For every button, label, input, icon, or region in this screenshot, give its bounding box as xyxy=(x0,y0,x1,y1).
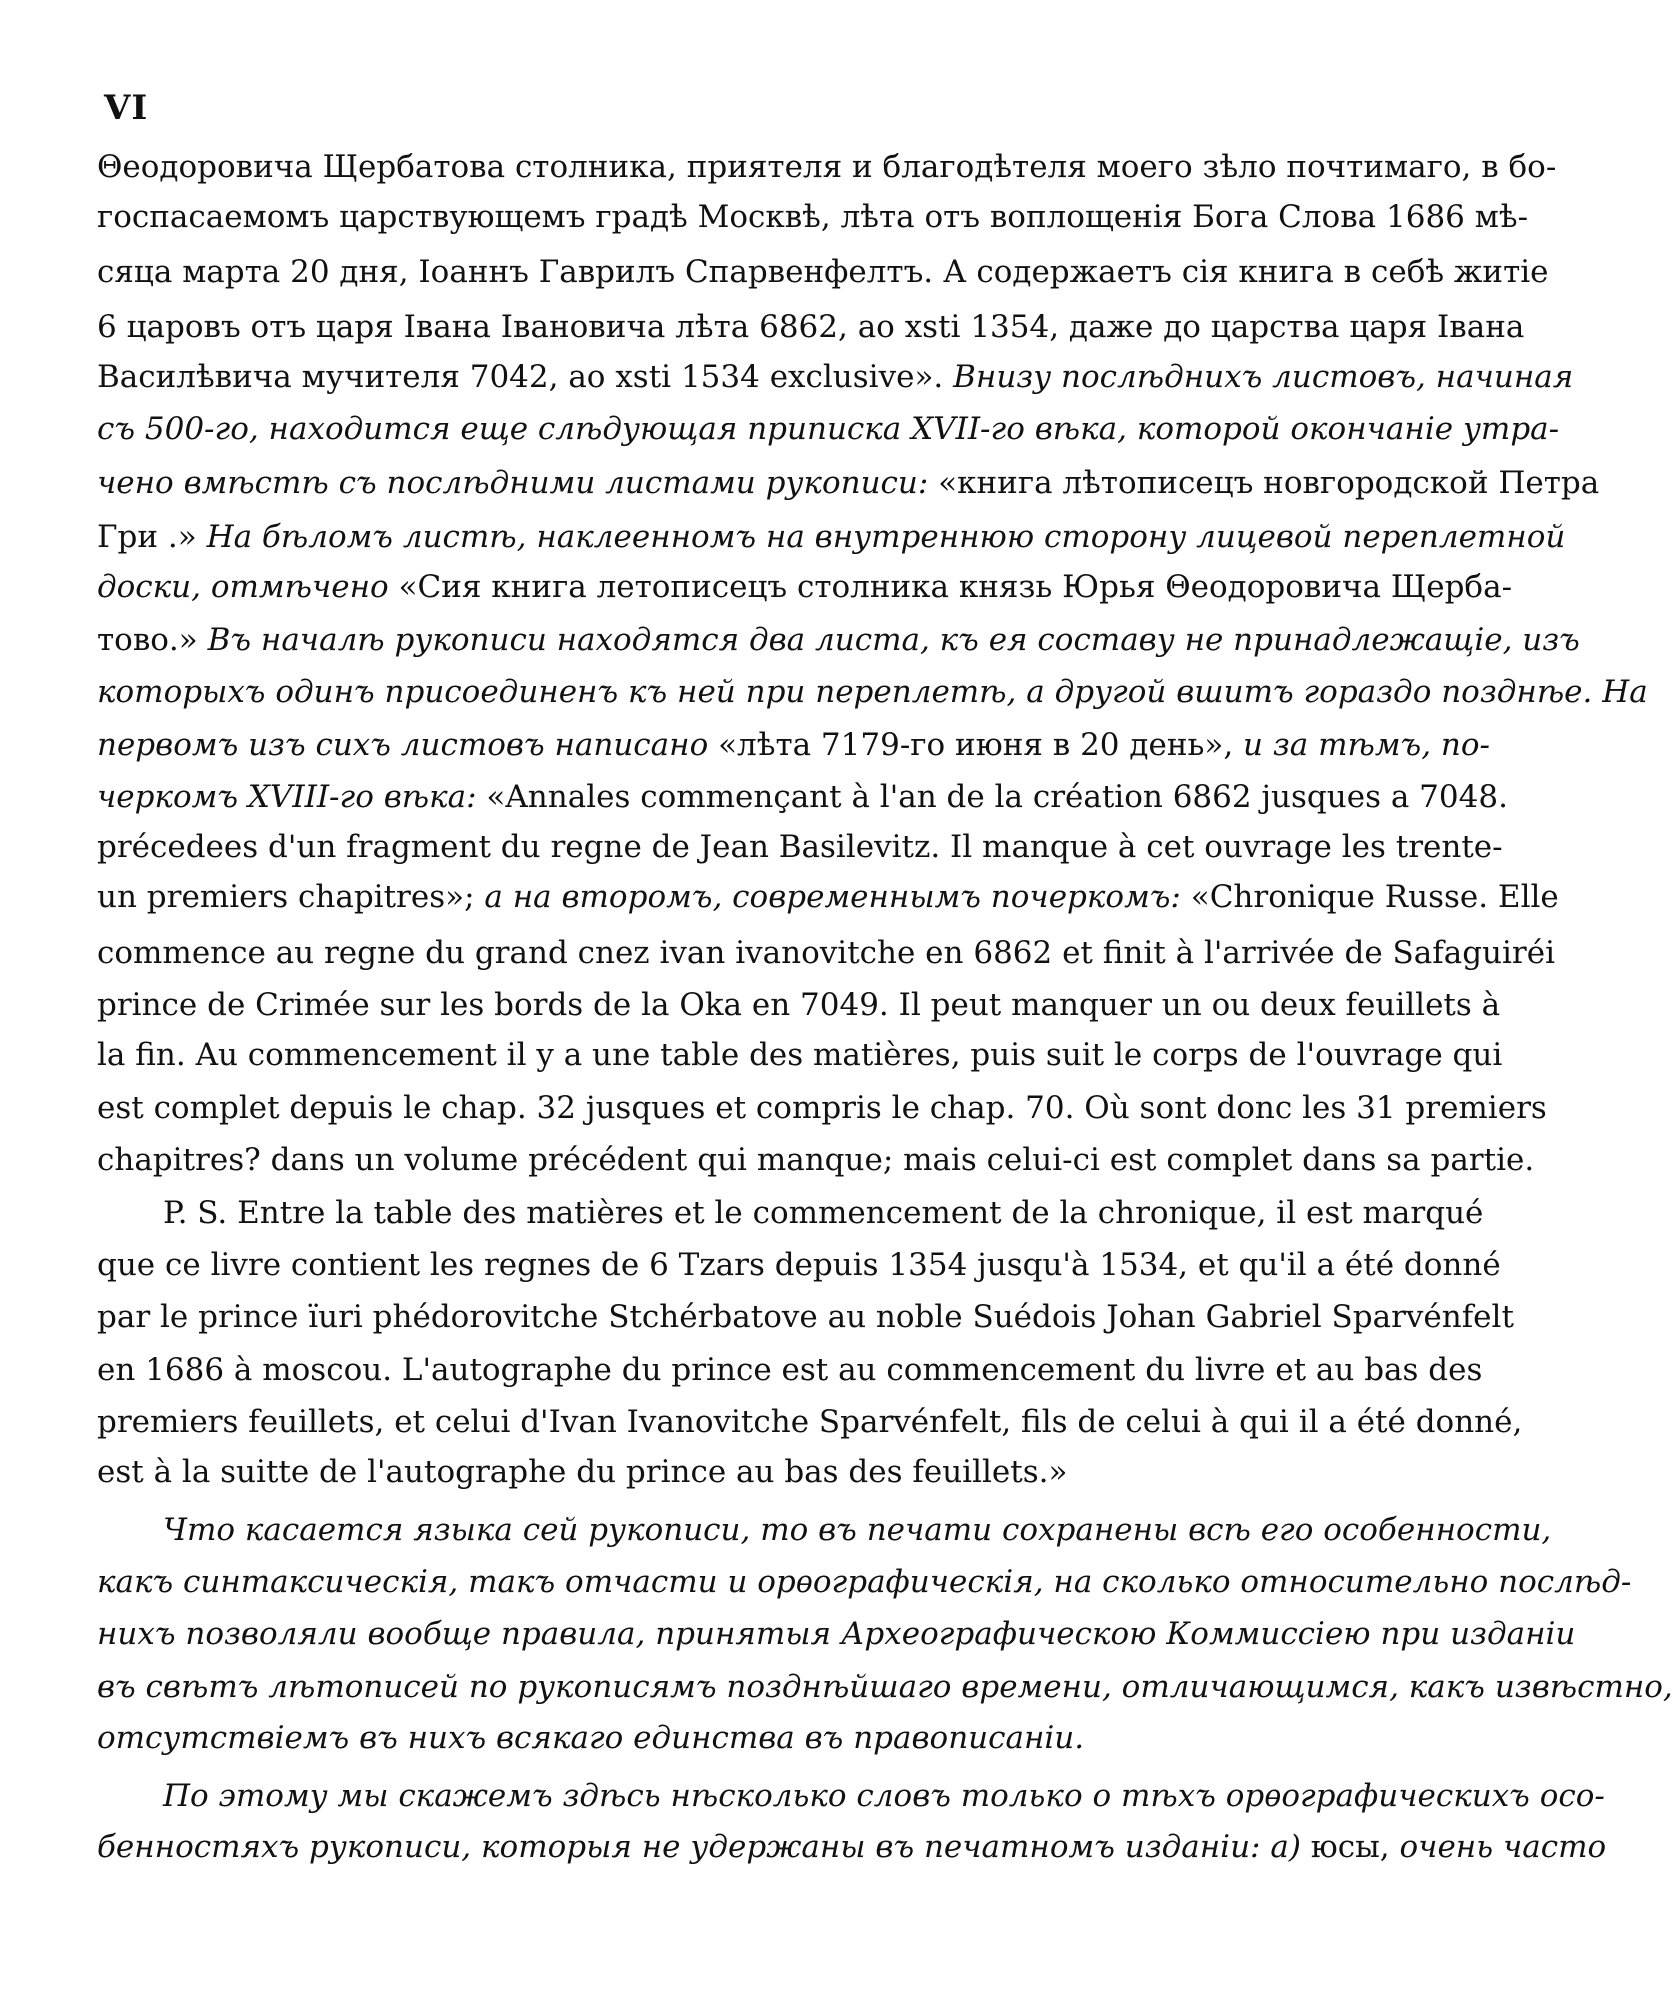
italic-text-run: первомъ изъ сихъ листовъ написано xyxy=(97,727,719,763)
text-run: юсы, xyxy=(1310,1829,1400,1865)
text-line xyxy=(97,1667,1673,1707)
italic-text-run: какъ синтаксическія, такъ отчасти и орѳографическія, на сколько относительно послѣд- xyxy=(97,1564,1632,1600)
italic-text-run: По этому мы скажемъ здѣсь нѣсколько словъ только о тѣхъ орѳографическихъ осо- xyxy=(163,1778,1605,1814)
text-line xyxy=(97,567,1513,607)
text-line xyxy=(97,463,1600,503)
text-run: que ce livre contient les regnes de 6 Tzars depuis 1354 jusqu'à 1534, et qu'il a été donné xyxy=(97,1247,1501,1283)
text-run: est complet depuis le chap. 32 jusques et compris le chap. 70. Où sont donc les 31 premiers xyxy=(97,1090,1547,1126)
text-run: P. S. Entre la table des matières et le commencement de la chronique, il est marqué xyxy=(163,1195,1484,1231)
text-line xyxy=(97,1718,1435,1758)
text-line xyxy=(97,725,1491,765)
italic-text-run: а на второмъ, современнымъ почеркомъ: xyxy=(484,879,1191,915)
text-line xyxy=(97,1297,1514,1337)
italic-text-run: Въ началѣ рукописи находятся два листа, къ ея составу не принадлежащіе, изъ xyxy=(207,622,1580,658)
text-run: Василѣвича мучителя 7042, ао xsti 1534 exclusive». xyxy=(97,359,954,395)
text-line xyxy=(97,147,1557,187)
text-run: précedees d'un fragment du regne de Jean Basilevitz. Il manque à cet ouvrage les trente- xyxy=(97,829,1503,865)
text-run: сяца марта 20 дня, Іоаннъ Гаврилъ Спарвенфелтъ. А содержаетъ сія книга в себѣ житіе xyxy=(97,254,1549,290)
text-run: chapitres? dans un volume précédent qui manque; mais celui-ci est complet dans sa partie. xyxy=(97,1142,1535,1178)
text-line xyxy=(163,1776,1605,1816)
text-line xyxy=(97,357,1574,397)
text-run: la fin. Au commencement il y a une table des matières, puis suit le corps de l'ouvrage qui xyxy=(97,1037,1503,1073)
text-run: «лѣта 7179-го июня в 20 день», xyxy=(718,727,1244,763)
text-line xyxy=(97,827,1503,867)
italic-text-run: Внизу послѣднихъ листовъ, начиная xyxy=(953,359,1574,395)
italic-text-run: нихъ позволяли вообще правила, принятыя Археографическою Коммиссіею при изданіи xyxy=(97,1616,1576,1652)
italic-text-run: доски, отмѣчено xyxy=(97,569,399,605)
text-run: prince de Crimée sur les bords de la Oka en 7049. Il peut manquer un ou deux feuillets à xyxy=(97,987,1501,1023)
text-run: «книга лѣтописецъ новгородской Петра xyxy=(938,465,1600,501)
text-line xyxy=(97,1402,1523,1442)
text-run: est à la suitte de l'autographe du prince au bas des feuillets.» xyxy=(97,1454,1068,1490)
text-line xyxy=(97,517,1566,557)
italic-text-run: отсутствіемъ въ нихъ всякаго единства въ правописаніи. xyxy=(97,1720,1085,1756)
text-run: Гри .» xyxy=(97,519,207,555)
text-line xyxy=(97,1562,1632,1602)
text-run: тово.» xyxy=(97,622,208,658)
text-line xyxy=(97,1614,1576,1654)
italic-text-run: и за тѣмъ, по- xyxy=(1243,727,1491,763)
text-run: un premiers chapitres»; xyxy=(97,879,485,915)
text-line xyxy=(97,1827,1607,1867)
text-run: «Сия книга летописецъ столника князь Юрья Θеодоровича Щерба- xyxy=(398,569,1513,605)
text-line xyxy=(97,252,1549,292)
italic-text-run: очень часто xyxy=(1399,1829,1607,1865)
italic-text-run: черкомъ XVIII-го вѣка: xyxy=(97,779,487,815)
text-line xyxy=(97,1452,1435,1492)
text-line xyxy=(97,1245,1501,1285)
text-run: premiers feuillets, et celui d'Ivan Ivanovitche Sparvénfelt, fils de celui à qui il a été donné, xyxy=(97,1404,1523,1440)
text-line xyxy=(97,307,1525,347)
page-number: VI xyxy=(104,88,149,128)
italic-text-run: чено вмѣстѣ съ послѣдними листами рукописи: xyxy=(97,465,939,501)
text-line xyxy=(97,1088,1547,1128)
italic-text-run: съ 500-го, находится еще слѣдующая приписка XVII-го вѣка, которой окончаніе утра- xyxy=(97,411,1560,447)
text-line xyxy=(97,197,1529,237)
italic-text-run: Что касается языка сей рукописи, то въ печати сохранены всѣ его особенности, xyxy=(163,1512,1552,1548)
text-run: par le prince ïuri phédorovitche Stchérbatove au noble Suédois Johan Gabriel Sparvénfelt xyxy=(97,1299,1514,1335)
text-line xyxy=(97,877,1559,917)
text-run: en 1686 à moscou. L'autographe du prince est au commencement du livre et au bas des xyxy=(97,1352,1483,1388)
text-run: commence au regne du grand cnez ivan ivanovitche en 6862 et finit à l'arrivée de Safaguiréi xyxy=(97,935,1555,971)
text-line xyxy=(97,933,1555,973)
text-run: «Annales commençant à l'an de la création 6862 jusques a 7048. xyxy=(486,779,1508,815)
text-line xyxy=(97,620,1580,660)
text-line xyxy=(97,985,1501,1025)
text-run: «Chronique Russe. Elle xyxy=(1190,879,1559,915)
text-line xyxy=(97,409,1560,449)
italic-text-run: которыхъ одинъ присоединенъ къ ней при переплетѣ, а другой вшитъ гораздо позднѣе. На xyxy=(97,674,1648,710)
text-run: Θеодоровича Щербатова столника, приятеля и благодѣтеля моего зѣло почтимаго, в бо- xyxy=(97,149,1557,185)
text-line xyxy=(163,1510,1552,1550)
text-line xyxy=(97,1140,1535,1180)
italic-text-run: въ свѣтъ лѣтописей по рукописямъ позднѣйшаго времени, отличающимся, какъ извѣстно, xyxy=(97,1669,1673,1705)
text-run: 6 царовъ отъ царя Івана Івановича лѣта 6862, ао xsti 1354, даже до царства царя Івана xyxy=(97,309,1525,345)
text-line xyxy=(97,1035,1503,1075)
italic-text-run: бенностяхъ рукописи, которыя не удержаны въ печатномъ изданіи: а) xyxy=(97,1829,1311,1865)
text-line xyxy=(97,1350,1483,1390)
text-line xyxy=(97,672,1648,712)
italic-text-run: На бѣломъ листѣ, наклеенномъ на внутреннюю сторону лицевой переплетной xyxy=(206,519,1566,555)
text-run: госпасаемомъ царствующемъ градѣ Москвѣ, лѣта отъ воплощенія Бога Слова 1686 мѣ- xyxy=(97,199,1529,235)
text-line xyxy=(163,1193,1484,1233)
text-line xyxy=(97,777,1508,817)
